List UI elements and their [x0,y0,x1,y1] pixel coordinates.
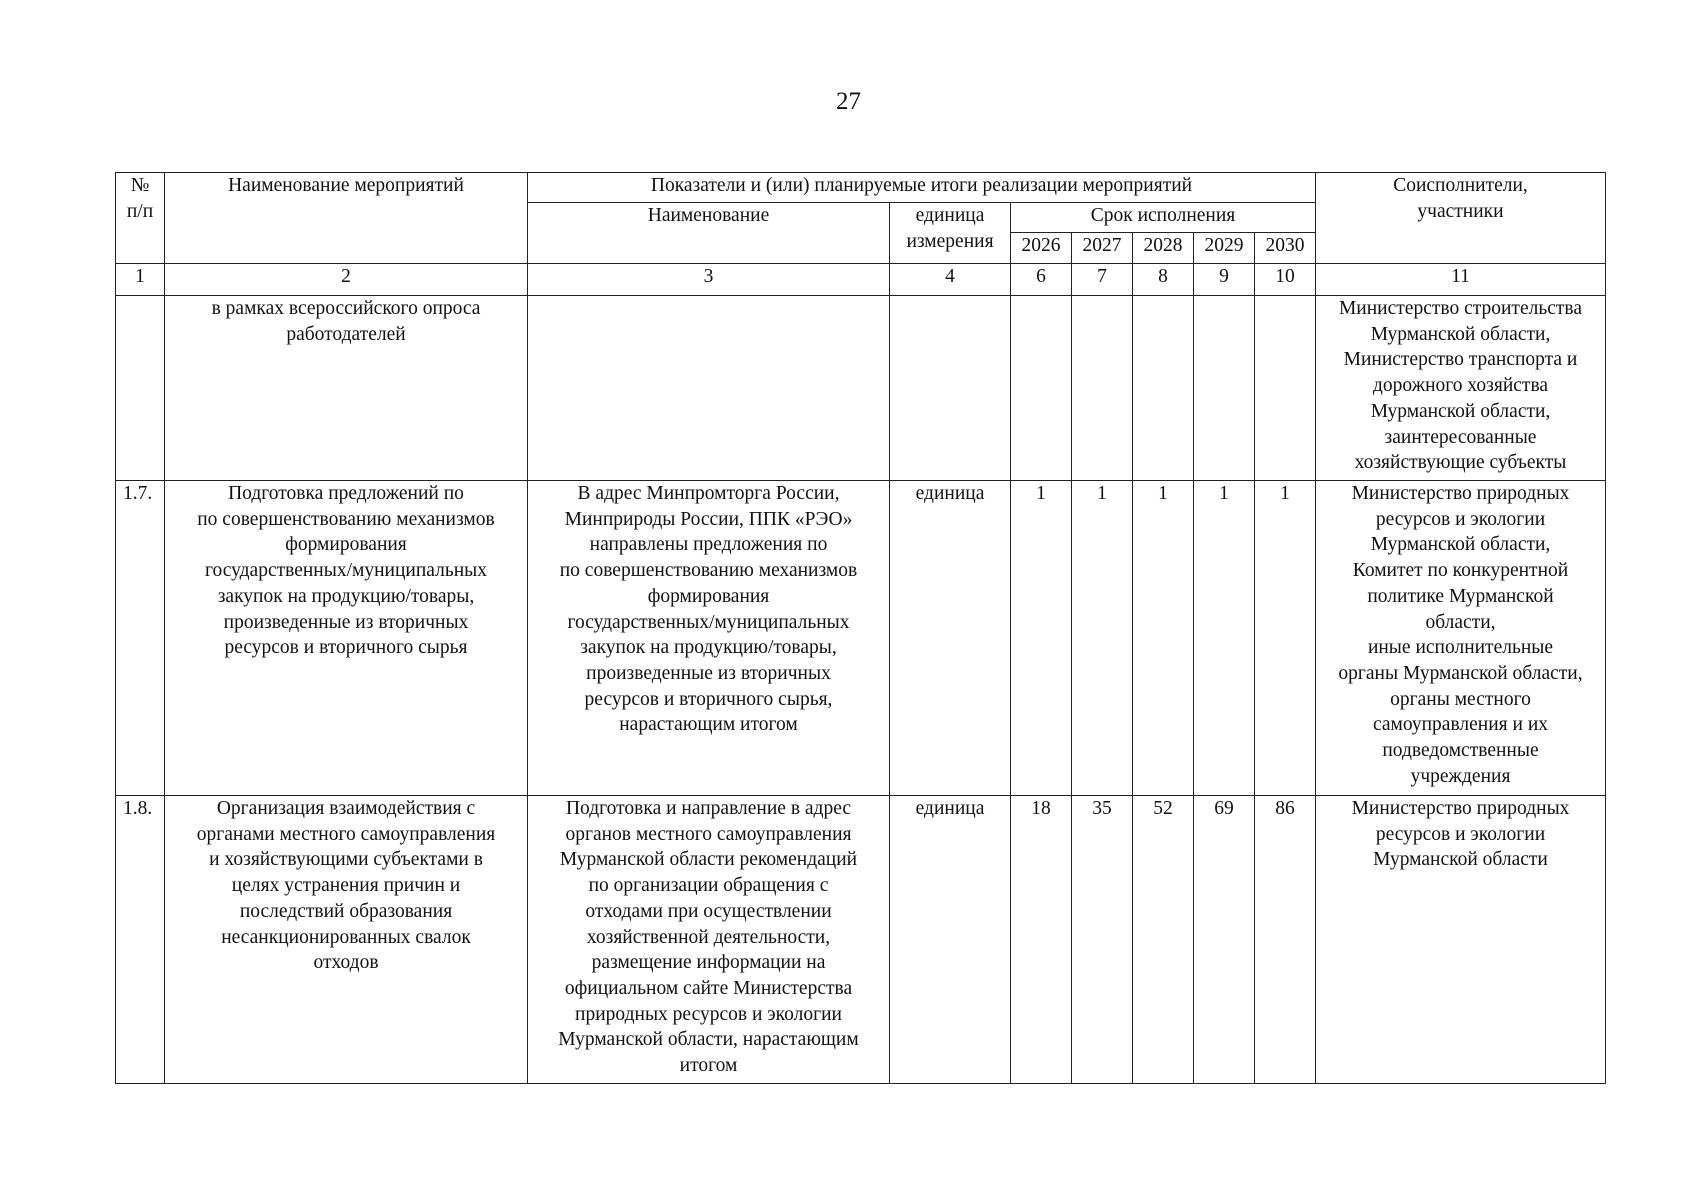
coexecutors: Министерство строительства Мурманской области, Министерство транспорта и дорожного хозяйства Мурманской области, заинтересованные хозяйствующие субъекты [1316,296,1606,481]
header-measure-name: Наименование мероприятий [165,173,528,264]
indicator-name: Подготовка и направление в адрес органов местного самоуправления Мурманской области рекомендаций по организации обращения с отходами при осуществлении хозяйственной деятельности, размещение информации на официальном сайте Министерства природных ресурсов и экологии Мурманской области, нарастающим итогом [528,796,890,1084]
value-2027: 1 [1072,481,1133,796]
value-2030 [1255,296,1316,481]
column-number: 1 [116,264,165,296]
measure-name: Организация взаимодействия с органами местного самоуправления и хозяйствующими субъектами в целях устранения причин и последствий образования несанкционированных свалок отходов [165,796,528,1084]
column-number: 10 [1255,264,1316,296]
indicator-name [528,296,890,481]
table-row [116,481,1606,796]
value-2026: 18 [1011,796,1072,1084]
column-number: 6 [1011,264,1072,296]
value-2026 [1011,296,1072,481]
header-year: 2027 [1072,233,1133,264]
row-number: 1.8. [116,796,165,1084]
header-year: 2028 [1133,233,1194,264]
header-indicator-name: Наименование [528,203,890,264]
column-number: 3 [528,264,890,296]
header-unit: единица измерения [890,203,1011,264]
value-2028 [1133,296,1194,481]
value-2028: 52 [1133,796,1194,1084]
coexecutors: Министерство природных ресурсов и экологии Мурманской области, Комитет по конкурентной политике Мурманской области, иные исполнительные органы Мурманской области, органы местного самоуправления и их подведомственные учреждения [1316,481,1606,796]
header-coexecutors: Соисполнители, участники [1316,173,1606,264]
column-number: 11 [1316,264,1606,296]
value-2029: 69 [1194,796,1255,1084]
coexecutors: Министерство природных ресурсов и экологии Мурманской области [1316,796,1606,1084]
unit: единица [890,481,1011,796]
value-2028: 1 [1133,481,1194,796]
value-2030: 1 [1255,481,1316,796]
column-number: 8 [1133,264,1194,296]
value-2029: 1 [1194,481,1255,796]
header-term: Срок исполнения [1011,203,1316,233]
value-2027 [1072,296,1133,481]
column-number: 4 [890,264,1011,296]
header-year: 2026 [1011,233,1072,264]
header-year: 2030 [1255,233,1316,264]
header-year: 2029 [1194,233,1255,264]
column-number: 9 [1194,264,1255,296]
header-num: № п/п [116,173,165,264]
unit [890,296,1011,481]
value-2030: 86 [1255,796,1316,1084]
header-indicators: Показатели и (или) планируемые итоги реализации мероприятий [528,173,1316,203]
table-row [116,796,1606,1084]
page-number: 27 [836,88,861,115]
row-number [116,296,165,481]
measures-table [115,172,1606,1084]
value-2026: 1 [1011,481,1072,796]
measure-name: Подготовка предложений по по совершенствованию механизмов формирования государственных/муниципальных закупок на продукцию/товары, произведенные из вторичных ресурсов и вторичного сырья [165,481,528,796]
measure-name: в рамках всероссийского опроса работодателей [165,296,528,481]
row-number: 1.7. [116,481,165,796]
column-numbering-row [116,264,1606,296]
table-row [116,296,1606,481]
header-row-1 [116,173,1606,203]
value-2029 [1194,296,1255,481]
value-2027: 35 [1072,796,1133,1084]
column-number: 2 [165,264,528,296]
unit: единица [890,796,1011,1084]
indicator-name: В адрес Минпромторга России, Минприроды России, ППК «РЭО» направлены предложения по по совершенствованию механизмов формирования государственных/муниципальных закупок на продукцию/товары, произведенные из вторичных ресурсов и вторичного сырья, нарастающим итогом [528,481,890,796]
column-number: 7 [1072,264,1133,296]
